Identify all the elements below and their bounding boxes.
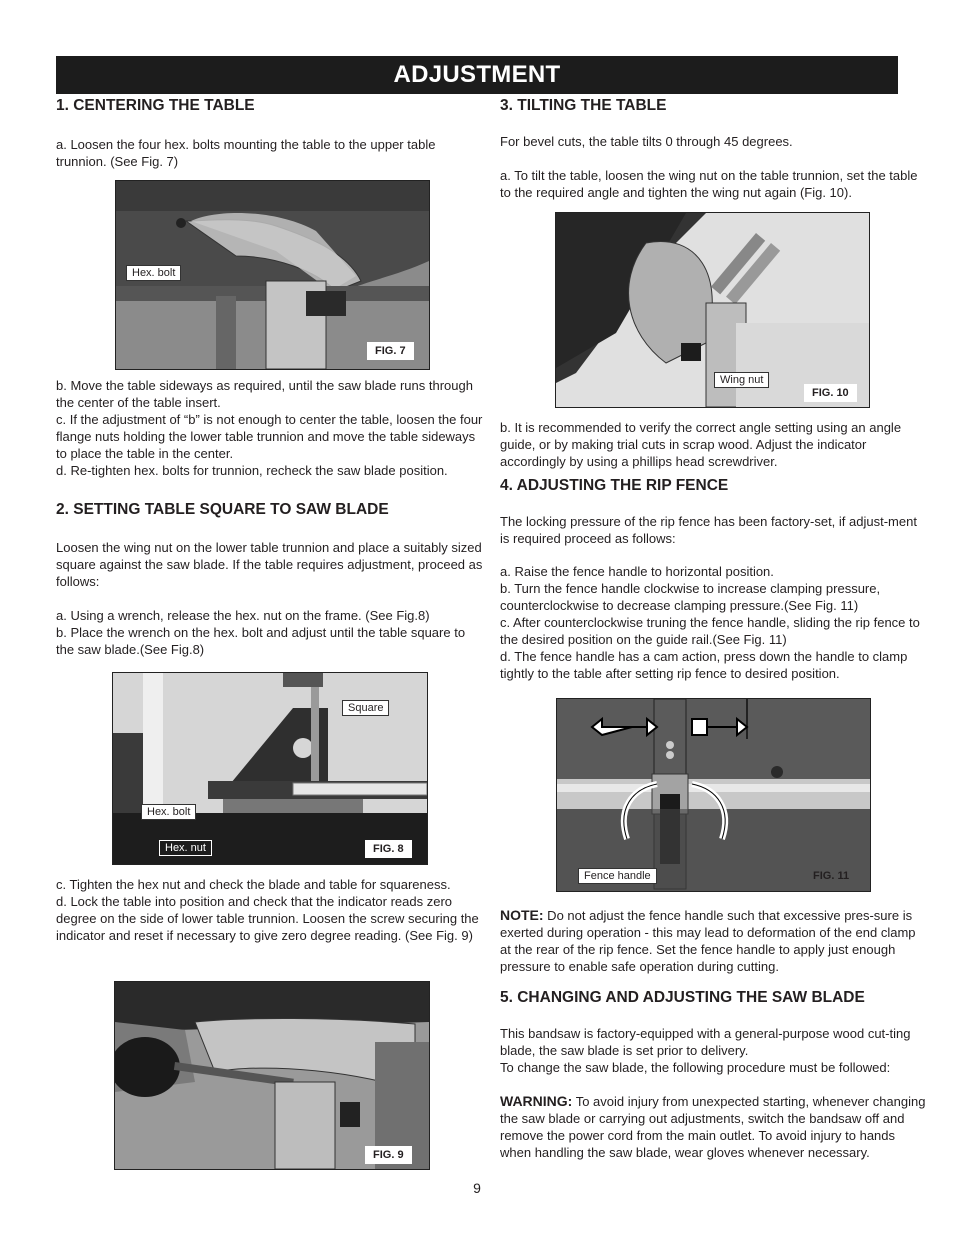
callout-square: Square [342, 700, 389, 716]
saw-blade-intro: This bandsaw is factory-equipped with a general-purpose wood cut-ting blade, the saw blade is set prior to delivery. [500, 1026, 911, 1058]
square-step-c: c. Tighten the hex nut and check the blade and table for squareness. [56, 877, 451, 892]
rip-fence-step-d: d. The fence handle has a cam action, press down the handle to clamp tightly to the table after setting rip fence to desired position. [500, 649, 908, 681]
note-label: NOTE: [500, 907, 544, 923]
figure-11-photo [557, 699, 870, 891]
centering-step-b: b. Move the table sideways as required, until the saw blade runs through the center of the table insert. [56, 378, 473, 410]
square-intro: Loosen the wing nut on the lower table trunnion and place a suitably sized square against the saw blade. If the table requires adjustment, proceed as follows: [56, 540, 483, 589]
figure-9-label: FIG. 9 [365, 1146, 412, 1164]
callout-fence-handle: Fence handle [578, 868, 657, 884]
tilting-intro: For bevel cuts, the table tilts 0 through 45 degrees. [500, 134, 793, 149]
figure-7 [115, 180, 430, 370]
rip-fence-step-a: a. Raise the fence handle to horizontal position. [500, 564, 774, 579]
figure-7-label: FIG. 7 [367, 342, 414, 360]
tilting-step-b: b. It is recommended to verify the correct angle setting using an angle guide, or by making trial cuts in scrap wood. Adjust the indicator accordingly by using a phillips head screwdriver. [500, 420, 902, 469]
figure-8-label: FIG. 8 [365, 840, 412, 858]
note-text: Do not adjust the fence handle such that excessive pres-sure is exerted during operation - this may lead to deformation of the end clamp at the rear of the rip fence. Set the fence handle to apply just enough pressure to enable safe operation during cutting. [500, 908, 916, 974]
page-title-banner: ADJUSTMENT [56, 56, 898, 94]
square-step-b: b. Place the wrench on the hex. bolt and adjust until the table square to the saw blade.(See Fig.8) [56, 625, 466, 657]
rip-fence-step-c: c. After counterclockwise truning the fence handle, sliding the rip fence to the desired position on the guide rail.(See Fig. 11) [500, 615, 920, 647]
square-step-a: a. Using a wrench, release the hex. nut on the frame. (See Fig.8) [56, 608, 430, 623]
saw-blade-intro-2: To change the saw blade, the following procedure must be followed: [500, 1060, 891, 1075]
figure-11-label: FIG. 11 [813, 870, 850, 882]
section-heading-tilting-table: 3. TILTING THE TABLE [500, 97, 667, 114]
warning-text: To avoid injury from unexpected starting, whenever changing the saw blade or carrying out adjustments, switch the bandsaw off and remove the power cord from the main outlet. To avoid injury to hands when handling the saw blade, wear gloves whenever necessary. [500, 1094, 926, 1160]
centering-step-d: d. Re-tighten hex. bolts for trunnion, recheck the saw blade position. [56, 463, 448, 478]
section-heading-centering-table: 1. CENTERING THE TABLE [56, 97, 255, 114]
figure-8 [112, 672, 428, 865]
page-number: 9 [473, 1180, 481, 1196]
section-heading-saw-blade: 5. CHANGING AND ADJUSTING THE SAW BLADE [500, 989, 865, 1006]
warning-paragraph [500, 1093, 928, 1161]
rip-fence-step-b: b. Turn the fence handle clockwise to increase clamping pressure, counterclockwise to decrease clamping pressure.(See Fig. 11) [500, 581, 881, 613]
figure-11 [556, 698, 871, 892]
callout-hex-bolt: Hex. bolt [126, 265, 181, 281]
callout-hex-bolt-fig8: Hex. bolt [141, 804, 196, 820]
rip-fence-intro: The locking pressure of the rip fence has been factory-set, if adjust-ment is required proceed as follows: [500, 514, 917, 546]
callout-wing-nut: Wing nut [714, 372, 769, 388]
square-step-d: d. Lock the table into position and check that the indicator reads zero degree on the side of lower table trunnion. Loosen the screw securing the indicator and reset if necessary to give zero degree reading. (See Fig. 9) [56, 894, 479, 943]
callout-hex-nut: Hex. nut [159, 840, 212, 856]
tilting-step-a: a. To tilt the table, loosen the wing nut on the table trunnion, set the table to the required angle and tighten the wing nut again (Fig. 10). [500, 168, 918, 200]
figure-9-photo [115, 982, 429, 1169]
centering-step-c: c. If the adjustment of “b” is not enough to center the table, loosen the four flange nuts holding the lower table trunnion and move the table sideways to place the table in the center. [56, 412, 483, 461]
section-heading-table-square: 2. SETTING TABLE SQUARE TO SAW BLADE [56, 501, 389, 518]
section-heading-rip-fence: 4. ADJUSTING THE RIP FENCE [500, 477, 729, 494]
figure-10-photo [556, 213, 869, 407]
warning-label: WARNING: [500, 1093, 573, 1109]
figure-9 [114, 981, 430, 1170]
figure-10 [555, 212, 870, 408]
figure-10-label: FIG. 10 [804, 384, 857, 402]
centering-step-a: a. Loosen the four hex. bolts mounting the table to the upper table trunnion. (See Fig. 7) [56, 137, 436, 169]
note-paragraph [500, 907, 928, 975]
